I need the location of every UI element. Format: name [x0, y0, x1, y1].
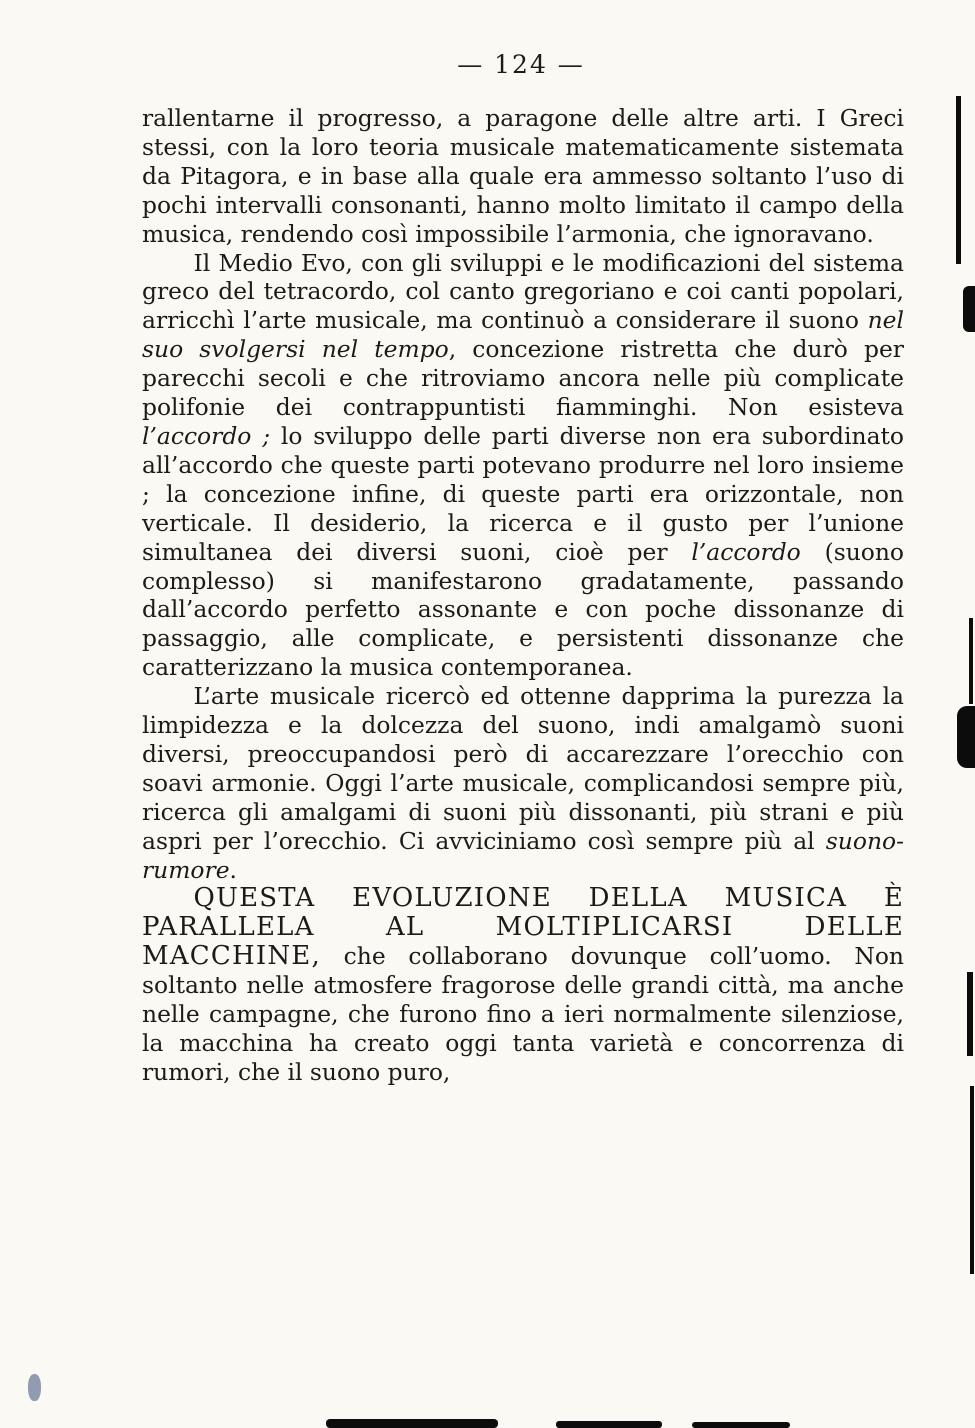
text-segment: (suono complesso) si manifestarono gradatamente, passando dall’accordo perfetto assonante e con poche dissonanze di passaggio, alle complicate, e persistenti dissonanze che caratterizzano la musica contemporanea. — [142, 537, 904, 682]
scan-artifact — [957, 706, 975, 768]
text-segment: rallentarne il progresso, a paragone delle altre arti. I Greci stessi, con la loro teoria musicale matematicamente sistemata da Pitagora, e in base alla quale era ammesso soltanto l’uso di pochi intervalli consonanti, hanno molto limitato il campo della musica, rendendo così impossibile l’armonia, che ignoravano. — [142, 104, 904, 248]
scan-artifact — [963, 286, 975, 332]
text-segment: , concezione ristretta che durò per parecchi secoli e che ritroviamo ancora nelle più complicate polifonie dei contrappuntisti fiamminghi. Non esisteva — [142, 335, 904, 422]
text-segment: L’arte musicale ricercò ed ottenne dapprima la purezza la limpidezza e la dolcezza del suono, indi amalgamò suoni diversi, preoccupandosi però di accarezzare l’orecchio con soavi armonie. Oggi l’arte musicale, complicandosi sempre più, ricerca gli amalgami di suoni più dissonanti, più strani e più aspri per l’orecchio. Ci avviciniamo così sempre più al — [142, 682, 904, 855]
paragraph — [142, 249, 904, 683]
scan-artifact — [326, 1419, 498, 1428]
text-segment: che collaborano dovunque coll’uomo. Non soltanto nelle atmosfere fragorose delle grandi città, ma anche nelle campagne, che furono fino a ieri normalmente silenziose, la macchina ha creato oggi tanta varietà e concorrenza di rumori, che il suono puro, — [142, 942, 904, 1086]
text-segment: Il Medio Evo, con gli sviluppi e le modificazioni del sistema greco del tetracordo, col canto gregoriano e coi canti popolari, arricchì l’arte musicale, ma continuò a considerare il suono — [142, 248, 904, 335]
scan-artifact — [556, 1421, 662, 1428]
paragraph — [142, 104, 904, 249]
scan-artifact — [28, 1374, 41, 1401]
page-number: — 124 — — [457, 50, 585, 79]
scan-artifact — [969, 618, 973, 704]
italic-text-segment: l’accordo — [691, 537, 801, 566]
paragraph — [142, 682, 904, 884]
text-segment: lo sviluppo delle parti diverse non era subordinato all’accordo che queste parti potevano produrre nel loro insieme ; la concezione infine, di queste parti era orizzontale, non verticale. Il desiderio, la ricerca e il gusto per l’unione simultanea dei diversi suoni, cioè per — [142, 421, 904, 566]
italic-text-segment: l’accordo ; — [142, 421, 271, 450]
scan-artifact — [956, 96, 961, 264]
caps-text-segment: QUESTA EVOLUZIONE DELLA MUSICA È PARALLELA AL MOLTIPLICARSI DELLE MACCHINE, — [142, 883, 904, 972]
paragraph — [142, 884, 904, 1086]
scan-artifact — [692, 1422, 790, 1428]
scan-artifact — [967, 972, 973, 1056]
italic-text-segment: nel suo svolgersi nel tempo — [142, 306, 904, 364]
page-text — [142, 104, 904, 1087]
italic-text-segment: suono-rumore — [142, 826, 904, 884]
scan-artifact — [970, 1086, 974, 1274]
text-segment: . — [229, 855, 237, 884]
